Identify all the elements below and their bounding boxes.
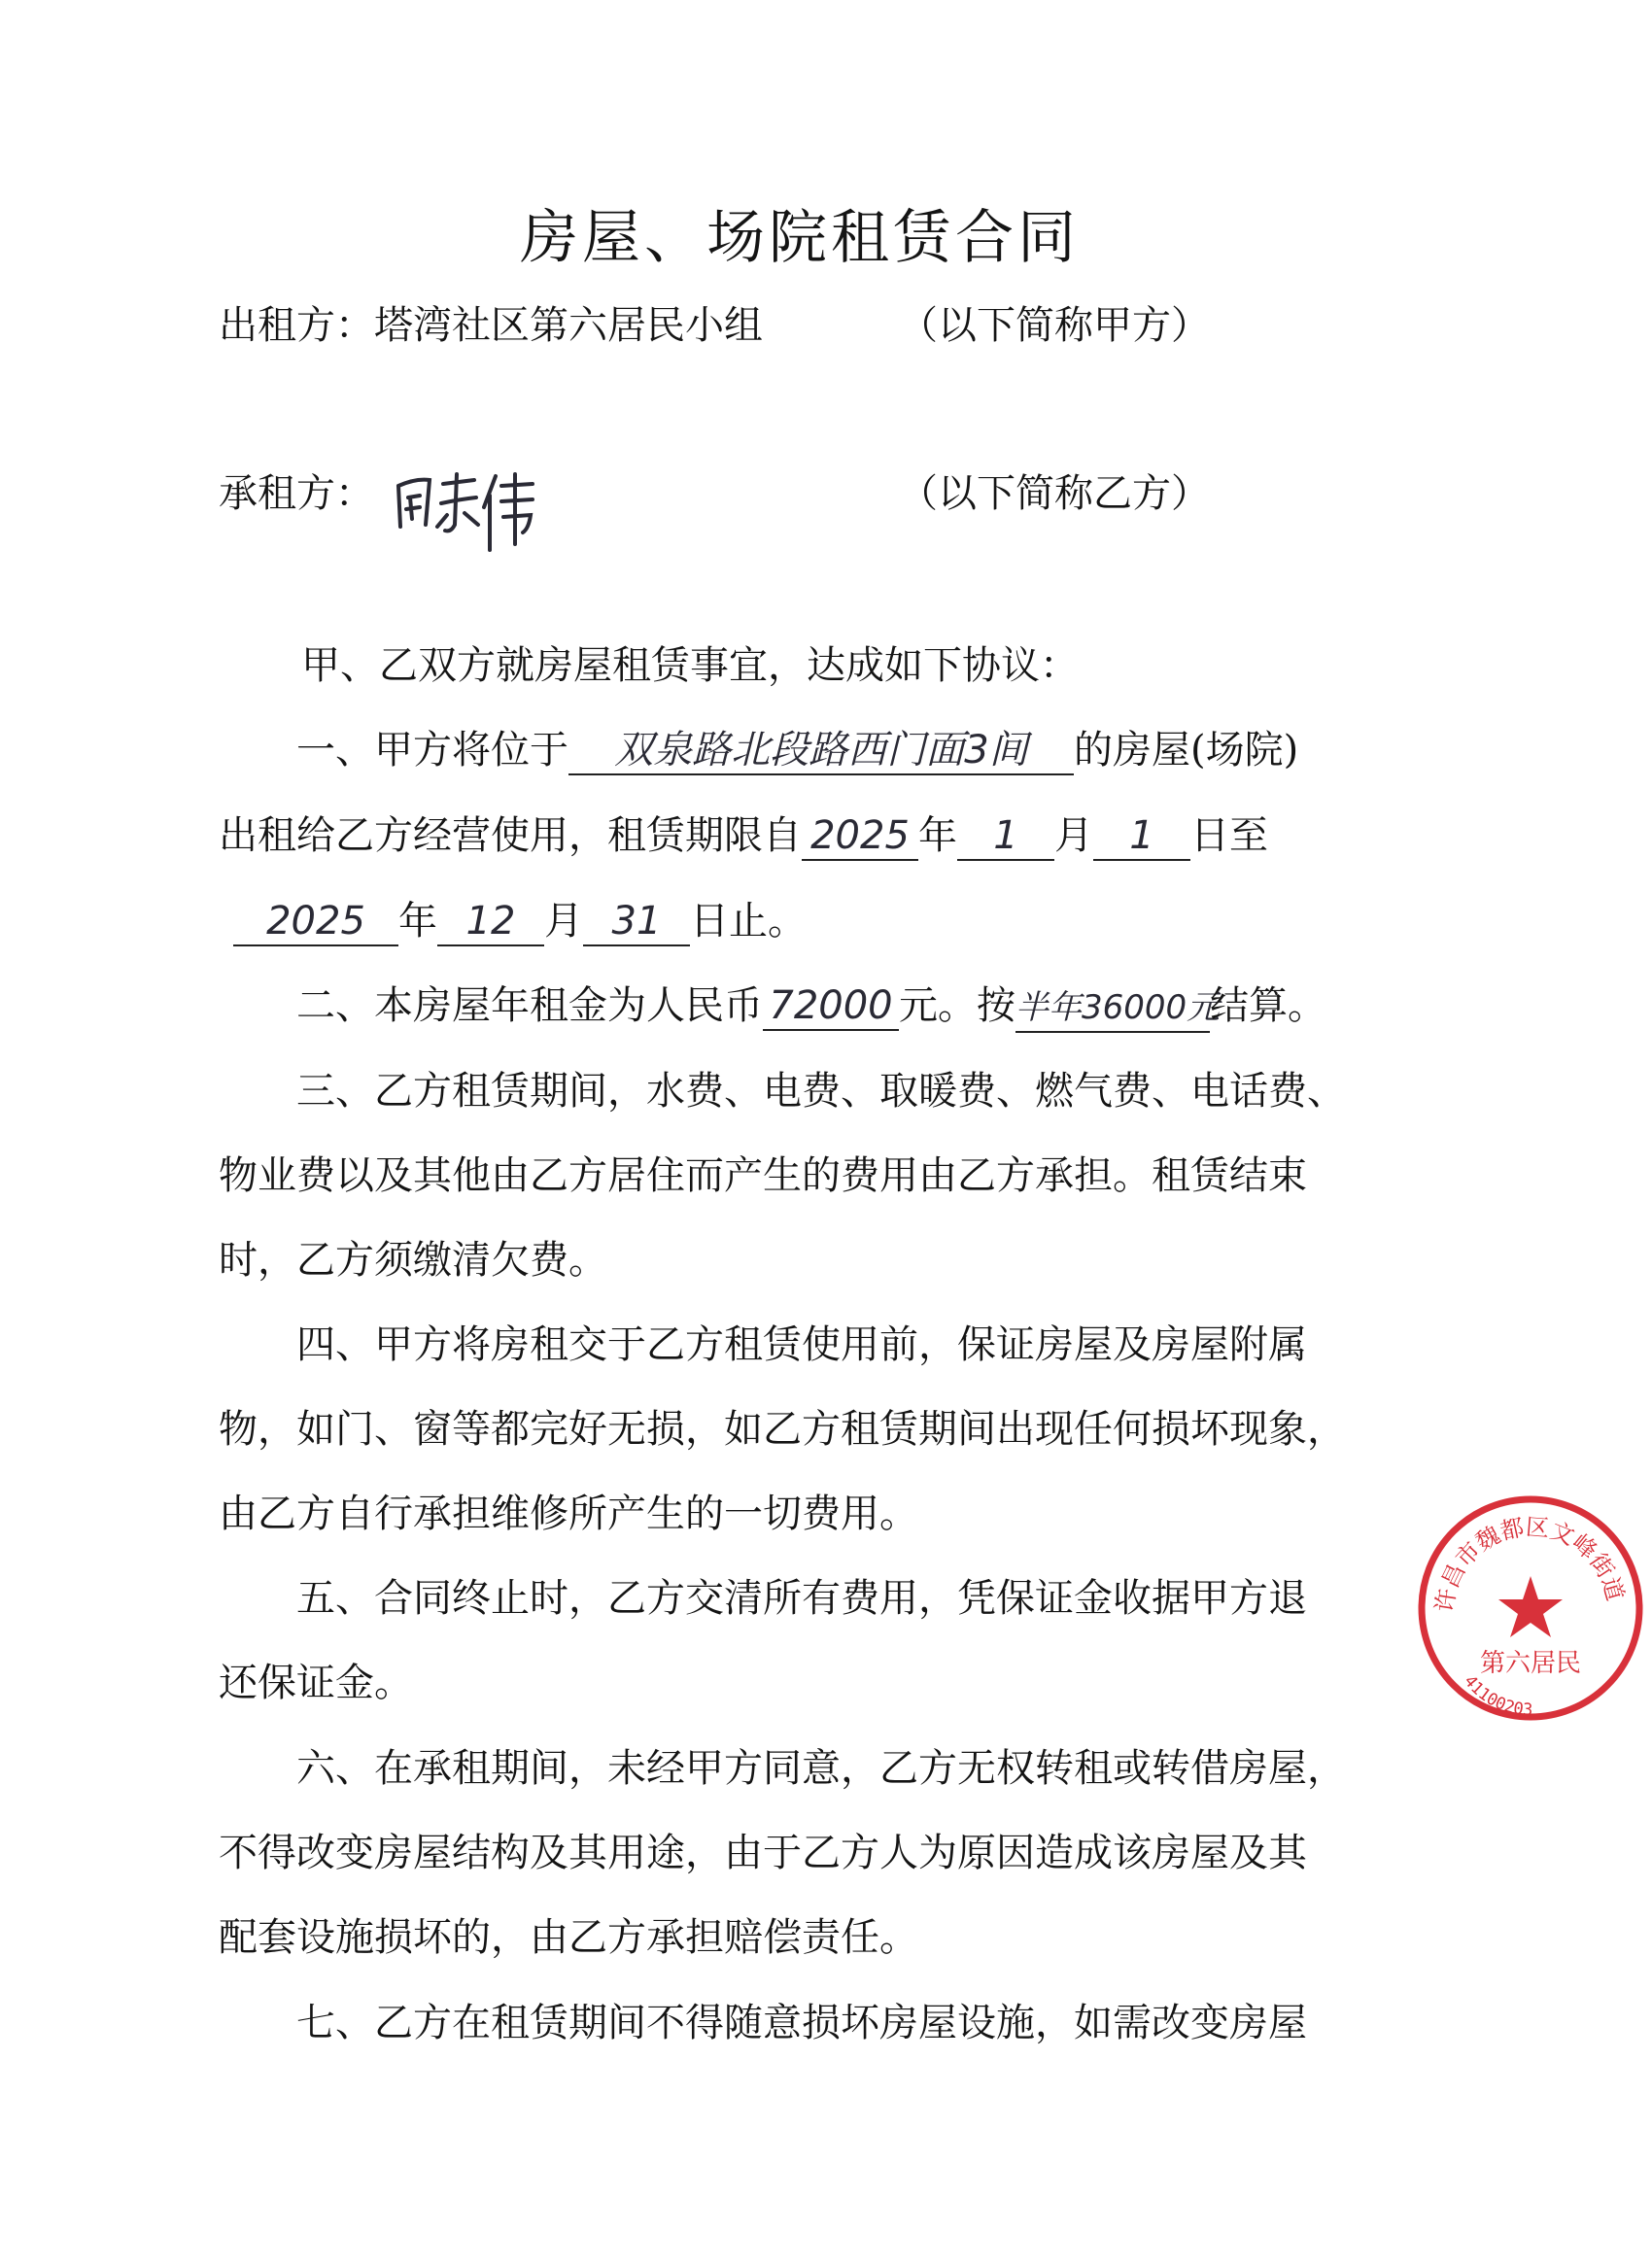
seal-code: 41100203 xyxy=(1460,1671,1533,1721)
settlement-field: 半年36000元 xyxy=(1015,984,1210,1033)
clause-2-line: 二、本房屋年租金为人民币 72000 元。按半年36000元结算。 xyxy=(296,977,1326,1035)
property-location-field: 双泉路北段路西门面3间 xyxy=(568,727,1074,775)
clause-1-line-2: 出租给乙方经营使用，租赁期限自 2025 年 1 月 1 日至 xyxy=(219,806,1268,865)
end-month-field: 12 xyxy=(437,898,544,946)
end-year-field: 2025 xyxy=(233,898,398,946)
lessee-alias: （以下简称乙方） xyxy=(899,471,1210,516)
clause-4-line-3: 由乙方自行承担维修所产生的一切费用。 xyxy=(219,1492,918,1536)
clause-3-line-3: 时，乙方须缴清欠费。 xyxy=(219,1238,607,1283)
lessor-alias: （以下简称甲方） xyxy=(899,303,1210,348)
clause-6-line-2: 不得改变房屋结构及其用途，由于乙方人为原因造成该房屋及其 xyxy=(219,1831,1307,1875)
clause-5-line-2: 还保证金。 xyxy=(219,1661,413,1705)
clause-3-line-1: 三、乙方租赁期间，水费、电费、取暖费、燃气费、电话费、 xyxy=(296,1069,1346,1114)
clause-6-line-1: 六、在承租期间，未经甲方同意，乙方无权转租或转借房屋， xyxy=(296,1746,1346,1791)
clause-4-line-1: 四、甲方将房租交于乙方租赁使用前，保证房屋及房屋附属 xyxy=(296,1322,1307,1367)
clause-6-line-3: 配套设施损坏的，由乙方承担赔偿责任。 xyxy=(219,1915,918,1960)
clause-3-line-2: 物业费以及其他由乙方居住而产生的费用由乙方承担。租赁结束 xyxy=(219,1153,1307,1198)
lessee-signature xyxy=(387,457,542,554)
start-day-field: 1 xyxy=(1093,812,1190,861)
start-month-field: 1 xyxy=(957,812,1054,861)
seal-bottom-text: 第六居民 xyxy=(1479,1649,1582,1678)
seal-star xyxy=(1498,1576,1563,1637)
official-seal xyxy=(1409,1487,1652,1730)
clause-1-line-1: 一、甲方将位于 双泉路北段路西门面3间 的房屋(场院) xyxy=(296,721,1298,779)
clause-7-line-1: 七、乙方在租赁期间不得随意损坏房屋设施，如需改变房屋 xyxy=(296,2001,1307,2045)
clause-5-line-1: 五、合同终止时，乙方交清所有费用，凭保证金收据甲方退 xyxy=(296,1576,1307,1621)
clause-1-line-3: 2025 年 12 月 31 日止。 xyxy=(233,892,807,950)
lessor-name: 塔湾社区第六居民小组 xyxy=(374,303,763,348)
lessee-label: 承租方： xyxy=(219,471,374,516)
lessor-label: 出租方： xyxy=(219,303,374,348)
seal-top-text: 许昌市魏都区文峰街道 xyxy=(1430,1513,1630,1614)
intro-line: 甲、乙双方就房屋租赁事宜，达成如下协议： xyxy=(301,643,1079,688)
document-title: 房屋、场院租赁合同 xyxy=(520,204,1080,272)
clause-4-line-2: 物，如门、窗等都完好无损，如乙方租赁期间出现任何损坏现象， xyxy=(219,1407,1346,1452)
end-day-field: 31 xyxy=(583,898,690,946)
start-year-field: 2025 xyxy=(802,812,918,861)
annual-rent-field: 72000 xyxy=(763,982,899,1031)
lessor-line xyxy=(219,296,763,355)
